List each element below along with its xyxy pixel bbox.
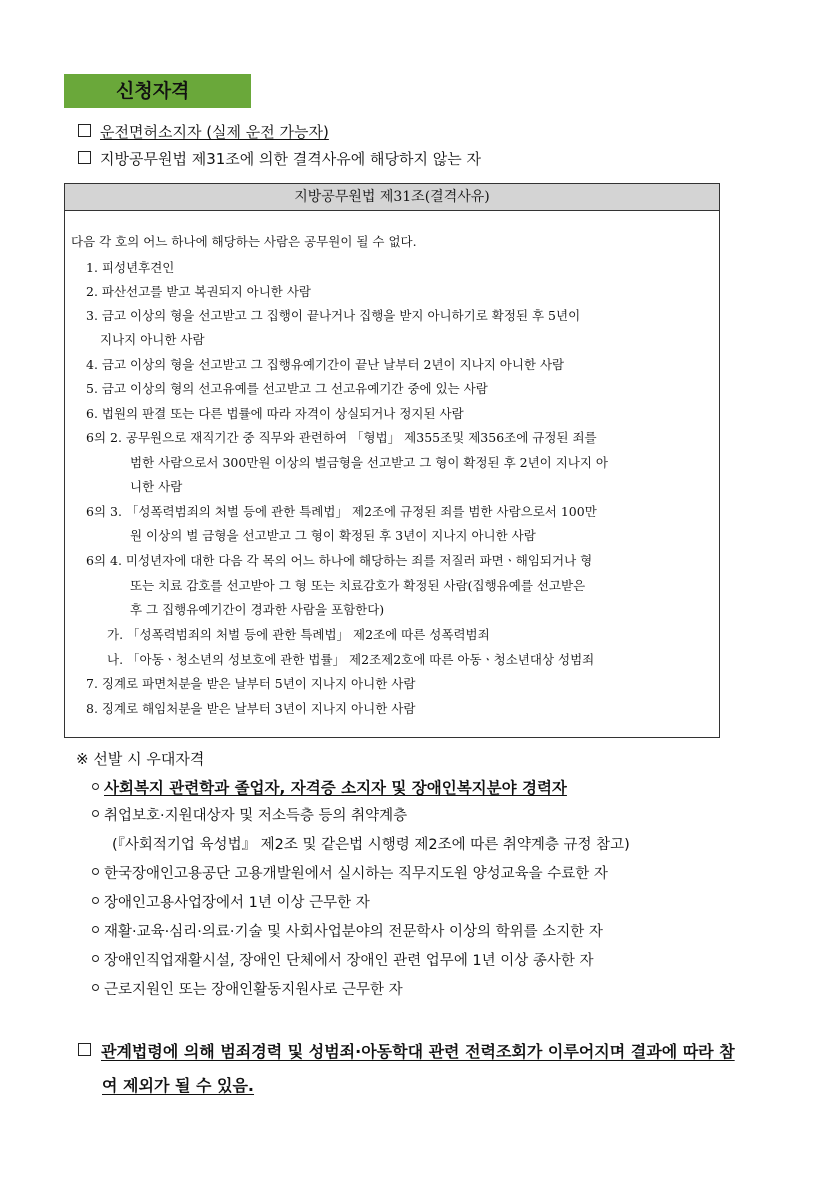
bullet-icon [92,783,99,790]
preference-item: 장애인직업재활시설, 장애인 단체에서 장애인 관련 업무에 1년 이상 종사한 자 [92,951,594,971]
law-line: 6. 법원의 판결 또는 다른 법률에 따라 자격이 상실되거나 정지된 사람 [86,406,464,421]
law-line: 원 이상의 벌 금형을 선고받고 그 형이 확정된 후 3년이 지나지 아니한 사람 [130,528,536,543]
final-note: 관계법령에 의해 범죄경력 및 성범죄·아동학대 관련 전력조회가 이루어지며 결과에 따라 참 여 제외가 될 수 있음. [78,1035,778,1103]
preference-item: 장애인고용사업장에서 1년 이상 근무한 자 [92,893,370,913]
law-line: 2. 파산선고를 받고 복권되지 아니한 사람 [86,284,311,299]
law-article-header: 지방공무원법 제31조(결격사유) [65,184,719,211]
law-line: 지나지 아니한 사람 [100,332,205,347]
preference-item: 사회복지 관련학과 졸업자, 자격증 소지자 및 장애인복지분야 경력자 [92,778,567,798]
law-line: 5. 금고 이상의 형의 선고유예를 선고받고 그 선고유예기간 중에 있는 사람 [86,381,488,396]
checkbox-icon [78,1043,91,1056]
checkbox-icon [78,151,91,164]
bullet-icon [92,926,99,933]
preference-item: 취업보호·지원대상자 및 저소득층 등의 취약계층 [92,806,407,826]
bullet-icon [92,955,99,962]
section-title: 신청자격 [64,74,251,108]
law-line: 7. 징계로 파면처분을 받은 날부터 5년이 지나지 아니한 사람 [86,676,416,691]
requirement-item [78,149,481,169]
law-intro: 다음 각 호의 어느 하나에 해당하는 사람은 공무원이 될 수 없다. [71,234,417,249]
law-line: 6의 2. 공무원으로 재직기간 중 직무와 관련하여 「형법」 제355조및 제356조에 규정된 죄를 [86,430,597,445]
preference-item: 한국장애인고용공단 고용개발원에서 실시하는 직무지도원 양성교육을 수료한 자 [92,864,608,884]
preference-item: 근로지원인 또는 장애인활동지원사로 근무한 자 [92,980,403,1000]
preference-title: ※ 선발 시 우대자격 [76,750,205,768]
law-line: 3. 금고 이상의 형을 선고받고 그 집행이 끝나거나 집행을 받지 아니하기로 확정된 후 5년이 [86,308,581,323]
preference-item: 재활·교육·심리·의료·기술 및 사회사업분야의 전문학사 이상의 학위를 소지한 자 [92,922,603,942]
law-line: 8. 징계로 해임처분을 받은 날부터 3년이 지나지 아니한 사람 [86,701,416,716]
law-line: 가. 「성폭력범죄의 처벌 등에 관한 특례법」 제2조에 따른 성폭력범죄 [107,627,490,642]
bullet-icon [92,868,99,875]
law-line: 4. 금고 이상의 형을 선고받고 그 집행유예기간이 끝난 날부터 2년이 지나지 아니한 사람 [86,357,565,372]
preference-note: (『사회적기업 육성법』 제2조 및 같은법 시행령 제2조에 따른 취약계층 규정 참고) [112,837,630,853]
law-line: 니한 사람 [130,479,183,494]
law-line: 나. 「아동ㆍ청소년의 성보호에 관한 법률」 제2조제2호에 따른 아동ㆍ청소년대상 성범죄 [107,652,595,667]
law-line: 1. 피성년후견인 [86,260,175,275]
law-line: 6의 4. 미성년자에 대한 다음 각 목의 어느 하나에 해당하는 죄를 저질러 파면ㆍ해임되거나 형 [86,553,593,568]
law-line: 범한 사람으로서 300만원 이상의 벌금형을 선고받고 그 형이 확정된 후 2년이 지나지 아 [130,455,608,470]
requirement-text: 지방공무원법 제31조에 의한 결격사유에 해당하지 않는 자 [100,150,481,168]
bullet-icon [92,897,99,904]
law-article-box [64,183,720,738]
law-line: 6의 3. 「성폭력범죄의 처벌 등에 관한 특례법」 제2조에 규정된 죄를 범한 사람으로서 100만 [86,504,597,519]
bullet-icon [92,810,99,817]
law-line: 또는 치료 감호를 선고받아 그 형 또는 치료감호가 확정된 사람(집행유예를 선고받은 [130,578,586,593]
law-line: 후 그 집행유예기간이 경과한 사람을 포함한다) [130,602,385,617]
bullet-icon [92,984,99,991]
requirement-item [78,122,329,142]
requirement-text: 운전면허소지자 (실제 운전 가능자) [100,123,329,141]
checkbox-icon [78,124,91,137]
